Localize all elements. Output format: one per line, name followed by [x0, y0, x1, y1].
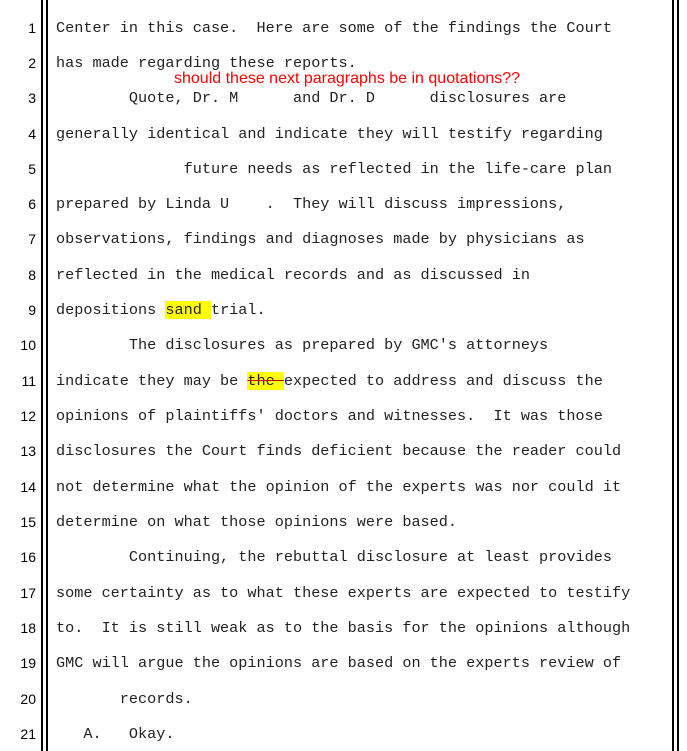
transcript-line: reflected in the medical records and as discussed in: [56, 266, 530, 284]
transcript-line: has made regarding these reports.: [56, 54, 357, 72]
line-text: expected to address and discuss the: [283, 372, 603, 390]
line-number: 15: [20, 514, 36, 530]
transcript-line: generally identical and indicate they will testify regarding: [56, 125, 603, 143]
line-text: depositions: [56, 301, 166, 319]
transcript-line: Quote, Dr. M and Dr. D disclosures are: [56, 89, 567, 107]
transcript-line: [56, 372, 603, 390]
line-number: 5: [28, 161, 36, 177]
line-number: 8: [28, 267, 36, 283]
line-number: 20: [20, 691, 36, 707]
transcript-line: records.: [56, 690, 193, 708]
line-number: 10: [20, 337, 36, 353]
transcript-line: A. Okay.: [56, 725, 175, 743]
line-number: 21: [20, 726, 36, 742]
line-number-column: [0, 0, 40, 751]
highlighted-text[interactable]: sand: [165, 301, 211, 319]
transcript-line: observations, findings and diagnoses made by physicians as: [56, 230, 585, 248]
line-text: indicate they may be: [56, 372, 248, 390]
left-margin-rule-1: [41, 0, 43, 751]
line-number: 1: [28, 20, 36, 36]
line-number: 2: [28, 55, 36, 71]
transcript-line: prepared by Linda U . They will discuss impressions,: [56, 195, 567, 213]
left-margin-rule-2: [46, 0, 48, 751]
line-number: 11: [21, 373, 36, 389]
transcript-line: Center in this case. Here are some of the findings the Court: [56, 19, 612, 37]
line-number: 6: [28, 196, 36, 212]
right-margin-rule-2: [677, 0, 679, 751]
transcript-line: not determine what the opinion of the experts was nor could it: [56, 478, 622, 496]
transcript-line: opinions of plaintiffs' doctors and witnesses. It was those: [56, 407, 603, 425]
transcript-line: The disclosures as prepared by GMC's attorneys: [56, 336, 549, 354]
line-number: 17: [20, 585, 36, 601]
line-number: 7: [28, 231, 36, 247]
transcript-line: disclosures the Court finds deficient because the reader could: [56, 442, 622, 460]
line-number: 3: [28, 90, 36, 106]
line-number: 12: [20, 408, 36, 424]
transcript-body: [56, 0, 676, 751]
transcript-line: GMC will argue the opinions are based on the experts review of: [56, 654, 622, 672]
line-number: 4: [28, 126, 36, 142]
struck-highlighted-text[interactable]: the: [247, 372, 284, 390]
transcript-line: future needs as reflected in the life-care plan: [56, 160, 612, 178]
transcript-line: some certainty as to what these experts are expected to testify: [56, 584, 631, 602]
line-number: 9: [28, 302, 36, 318]
review-comment[interactable]: should these next paragraphs be in quotations??: [174, 70, 521, 87]
transcript-line: to. It is still weak as to the basis for the opinions although: [56, 619, 631, 637]
line-number: 14: [20, 479, 36, 495]
line-number: 13: [20, 443, 36, 459]
transcript-line: [56, 301, 266, 319]
line-number: 18: [20, 620, 36, 636]
transcript-line: Continuing, the rebuttal disclosure at least provides: [56, 548, 612, 566]
line-number: 19: [20, 655, 36, 671]
line-text: trial.: [210, 301, 266, 319]
transcript-line: determine on what those opinions were based.: [56, 513, 458, 531]
line-number: 16: [20, 549, 36, 565]
